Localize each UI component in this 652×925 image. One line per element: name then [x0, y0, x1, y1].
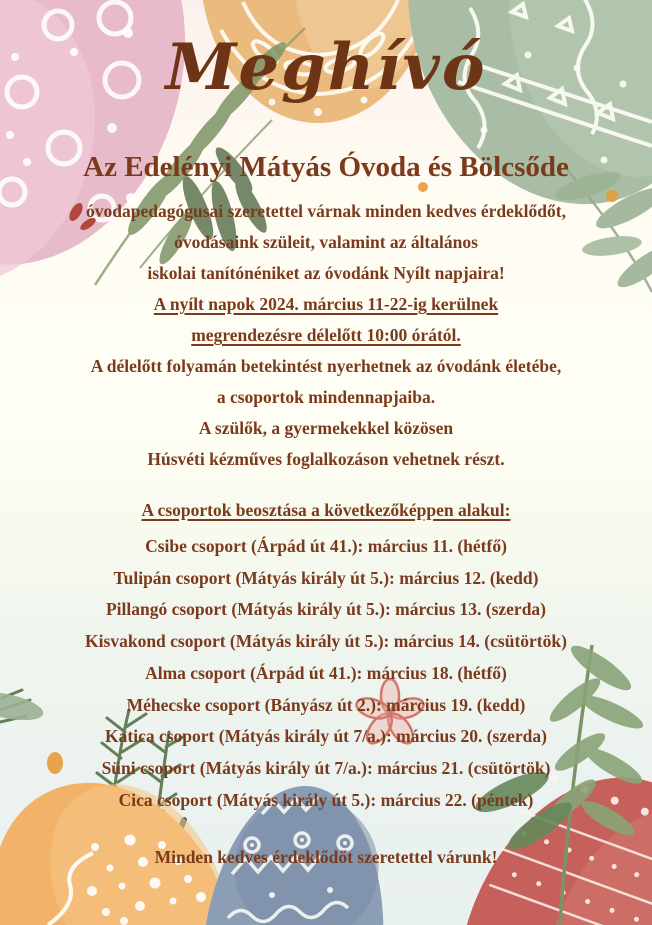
open-days-time-line: megrendezésre délelőtt 10:00 órától. — [191, 325, 461, 345]
closing-line: Minden kedves érdeklődőt szeretettel várunk! — [154, 847, 498, 867]
body-line: Húsvéti kézműves foglalkozáson vehetnek részt. — [147, 449, 505, 469]
intro-paragraph — [16, 196, 636, 475]
open-days-date-line: A nyílt napok 2024. március 11-22-ig kerülnek — [153, 294, 499, 314]
intro-line: óvodásaink szüleit, valamint az általános — [174, 232, 478, 252]
intro-line: óvodapedagógusai szeretettel várnak minden kedves érdeklődőt, — [86, 201, 566, 221]
schedule-item: Katica csoport (Mátyás király út 7/a.): március 20. (szerda) — [105, 726, 547, 747]
poster-title: Meghívó — [165, 30, 487, 105]
body-line: a csoportok mindennapjaiba. — [216, 387, 436, 407]
schedule-item: Süni csoport (Mátyás király út 7/a.): március 21. (csütörtök) — [101, 757, 551, 778]
schedule-item: Méhecske csoport (Bányász út 2.): március 19. (kedd) — [126, 694, 526, 715]
body-line: A szülők, a gyermekekkel közösen — [198, 418, 454, 438]
schedule-item: Alma csoport (Árpád út 41.): március 18. (hétfő) — [145, 662, 507, 683]
schedule-item: Pillangó csoport (Mátyás király út 5.): március 13. (szerda) — [105, 599, 547, 620]
institution-heading: Az Edelényi Mátyás Óvoda és Bölcsőde — [83, 151, 569, 183]
intro-line: iskolai tanítónéniket az óvodánk Nyílt napjaira! — [147, 263, 505, 283]
schedule-item: Csibe csoport (Árpád út 41.): március 11. (hétfő) — [145, 536, 507, 556]
schedule-item: Tulipán csoport (Mátyás király út 5.): március 12. (kedd) — [113, 567, 539, 588]
schedule-item: Cica csoport (Mátyás király út 5.): március 22. (péntek) — [118, 789, 534, 810]
body-line: A délelőtt folyamán betekintést nyerhetnek az óvodánk életébe, — [90, 356, 562, 376]
schedule-heading: A csoportok beosztása a következőképpen alakul: — [141, 500, 511, 520]
group-schedule-list — [10, 531, 642, 816]
schedule-item: Kisvakond csoport (Mátyás király út 5.): március 14. (csütörtök) — [85, 631, 567, 652]
